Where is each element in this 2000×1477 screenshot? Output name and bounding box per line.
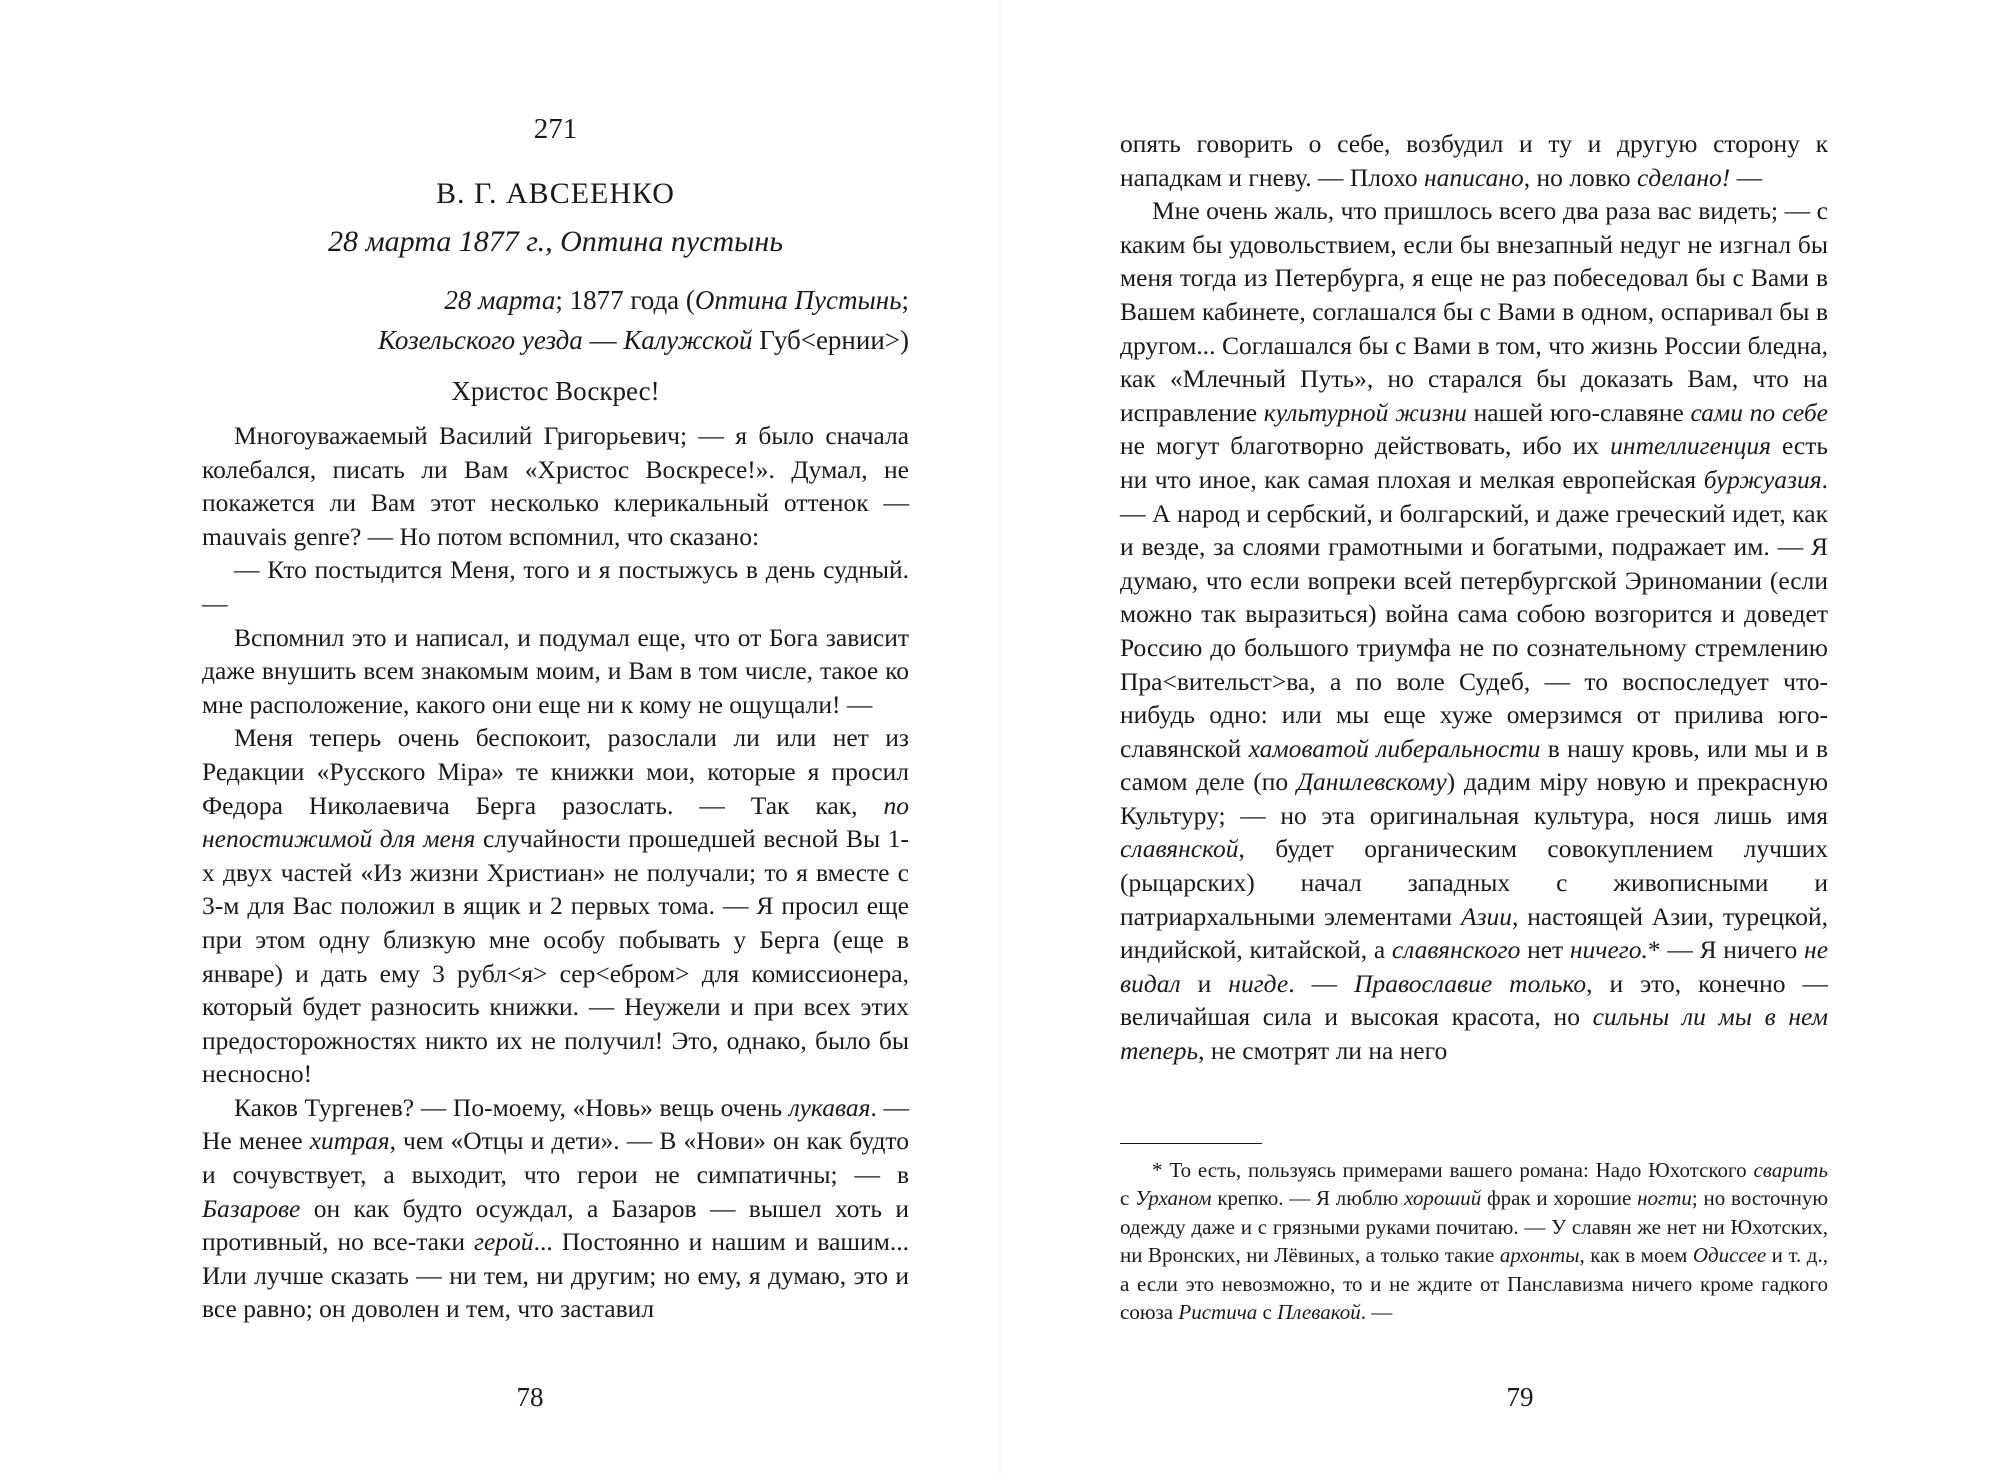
italic-run: герой [474,1227,534,1257]
dateline-district: Козельского уезда [378,325,583,355]
italic-run: архонты [1499,1243,1580,1268]
italic-run: хамоватой либеральности [1248,733,1541,763]
italic-run: сварить [1753,1158,1828,1182]
text-run: . — [1360,1300,1393,1325]
letter-dateline [202,280,909,360]
right-page [1000,0,2000,1477]
dateline-sep: ; [901,285,909,315]
text-run: фрак и хорошие [1481,1186,1638,1211]
dateline-gub: Губ<ернии>) [752,325,909,355]
text-run: , но ловко [1523,162,1637,192]
text-run: и [1180,968,1229,998]
left-body-text [202,419,909,1326]
text-run: , не смотрят ли на него [1198,1036,1448,1066]
italic-run: славянской [1120,834,1239,864]
paragraph [1120,127,1828,194]
text-run: ; но восточную одежду даже и с грязными руками почитаю. — У славян же нет ни Юхотских, ни Вронских, ни Лёвиных, а только такие [1120,1186,1829,1268]
text-run: Мне очень жаль, что пришлось всего два раза вас видеть; — с каким бы удовольствием, если бы внезапный недуг не изгнал бы меня тогда из Петербурга, я еще не раз побеседовал бы с Вами в Вашем кабинете, соглашался бы с Вами в одном, оспаривал бы в другом... Соглашался бы с Вами в том, что жизнь России бледна, как «Млечный Путь», но старался бы доказать Вам, что на исправление [1120,196,1828,427]
italic-run: Базарове [202,1193,301,1223]
text-run: есть ни что иное, как самая плохая и мелкая европейская [1120,431,1829,494]
text-run: Каков Тургенев? — По-моему, «Новь» вещь очень [234,1092,789,1122]
italic-run: написано [1424,162,1524,192]
footnote-text [1120,1156,1828,1326]
italic-run: культурной жизни [1263,397,1467,427]
text-run: с [1257,1300,1278,1325]
italic-run: нигде [1228,968,1289,998]
italic-run: ногти [1637,1186,1692,1211]
letter-date-place: 28 марта 1877 г., Оптина пустынь [328,225,783,258]
text-run: . — Не менее [202,1092,909,1156]
italic-run: Плевакой [1277,1300,1361,1325]
dateline-dash: — [582,325,624,355]
italic-run: Одиссее [1692,1243,1767,1268]
text-run: нет [1520,935,1570,965]
italic-run: Ристича [1178,1300,1258,1325]
text-run: . — А народ и сербский, и болгарский, и даже греческий идет, как и везде, за слоями грамотными и богатыми, подражает им. — Я думаю, что если вопреки всей петербургской Эриномании (если можно так выразиться) война сама собою возгорится и доведет Россию до большого триумфа не по сознательному стремлению Пра<вительст>ва, а по воле Судеб, — то воспоследует что-нибудь одно: или мы еще хуже омерзимся от прилива юго-славянской [1120,464,1828,763]
paragraph [202,721,909,1091]
text-run: ) дадим міру новую и прекрасную Культуру; — но эта оригинальная культура, нося лишь имя [1120,767,1829,830]
paragraph: Вспомнил это и написал, и подумал еще, что от Бога зависит даже внушить всем знакомым моим, и Вам в том числе, такое ко мне расположение, какого они еще ни к кому не ощущали! — [202,622,909,719]
text-run: с [1120,1186,1136,1211]
dateline-province: Калужской [623,325,753,355]
text-run: . — [1288,968,1355,998]
italic-run: ничего. [1569,935,1648,965]
letter-number: 271 [533,113,578,145]
text-run: , и это, конечно — величайшая сила и высокая красота, но [1120,968,1829,1032]
italic-run: лукавая [788,1092,871,1122]
italic-run: сильны ли мы в нем теперь [1120,1002,1828,1066]
italic-run: Урханом [1135,1186,1212,1211]
text-run: в нашу кровь, или мы и в самом деле (по [1120,733,1829,797]
text-run: * То есть, пользуясь примерами вашего романа: Надо Юхотского [1152,1158,1754,1182]
italic-run: Православие только [1354,968,1587,998]
footnote-divider [1120,1143,1262,1144]
addressee-heading: В. Г. АВСЕЕНКО [436,177,675,210]
right-body-text [1120,127,1828,1068]
italic-run: хитрая [309,1126,390,1156]
text-run: — [1730,162,1763,192]
text-run: , чем «Отцы и дети». — В «Нови» он как будто и сочувствует, а выходит, что герои не симпатичны; — в [202,1126,909,1190]
italic-run: Данилевскому [1296,767,1447,797]
text-run: опять говорить о себе, возбудил и ту и другую сторону к нападкам и гневу. — Плохо [1120,129,1828,192]
dateline-place: Оптина Пустынь [694,285,902,315]
footnote [1120,1156,1828,1326]
paragraph: — Кто постыдится Меня, того и я постыжусь в день судный. — [202,555,909,618]
italic-run: хороший [1404,1186,1482,1211]
greeting: Христос Воскрес! [451,376,660,406]
text-run: не могут благотворно действовать, ибо их [1120,431,1611,461]
page-number-right: 79 [1506,1382,1534,1412]
italic-run: интеллигенция [1610,431,1771,461]
paragraph [202,1091,909,1326]
text-run: * — Я ничего [1647,935,1805,965]
text-run: крепко. — Я люблю [1211,1186,1405,1211]
text-run: , как в моем [1579,1243,1693,1268]
paragraph [1120,194,1828,1067]
text-run: нашей юго-славяне [1466,397,1691,427]
italic-run: сами по себе [1690,397,1828,427]
text-run: , будет органическим совокуплением лучших (рыцарских) начал западных с живописными и патриархальными элементами [1120,834,1828,931]
italic-run: сделано! [1636,162,1731,192]
text-run: случайности прошедшей весной Вы 1-х двух частей «Из жизни Христиан» не получали; то я вместе с 3-м для Вас положил в ящик и 2 первых тома. — Я просил еще при этом одну близкую мне особу побывать у Берга (еще в январе) и дать ему 3 рубл<я> сер<ебром> для комиссионера, который будет разносить книжки. — Неужели и при всех этих предосторожностях никто их не получил! Это, однако, было бы несносно! [202,824,909,1089]
text-run: Меня теперь очень беспокоит, разослали ли или нет из Редакции «Русского Міра» те книжки мои, которые я просил Федора Николаевича Берга разослать. — Так как, [202,723,909,820]
text-run: он как будто осуждал, а Базаров — вышел хоть и противный, но все-таки [202,1193,909,1257]
text-run: , настоящей Азии, турецкой, индийской, китайской, а [1120,901,1828,965]
italic-run: не видал [1120,935,1829,998]
italic-run: славянского [1391,935,1521,965]
paragraph: Многоуважаемый Василий Григорьевич; — я было сначала колебался, писать ли Вам «Христос Воскресе!». Думал, не покажется ли Вам этот несколько клерикальный оттенок — mauvais genre? — Но потом вспомнил, что сказано: [202,421,909,551]
text-run: ... Постоянно и нашим и вашим... Или лучше сказать — ни тем, ни другим; но ему, я думаю, это и все равно; он доволен и тем, что заставил [202,1227,909,1324]
italic-run: Азии [1461,901,1513,931]
dateline-year: ; 1877 года ( [555,285,695,315]
page-number-left: 78 [516,1382,544,1412]
italic-run: буржуазия [1703,464,1822,494]
dateline-date: 28 марта [444,285,556,315]
text-run: и т. д., а если это невозможно, то и не ждите от Панславизма ничего кроме гадкого союза [1120,1243,1828,1325]
italic-run: по непостижимой для меня [202,790,909,854]
